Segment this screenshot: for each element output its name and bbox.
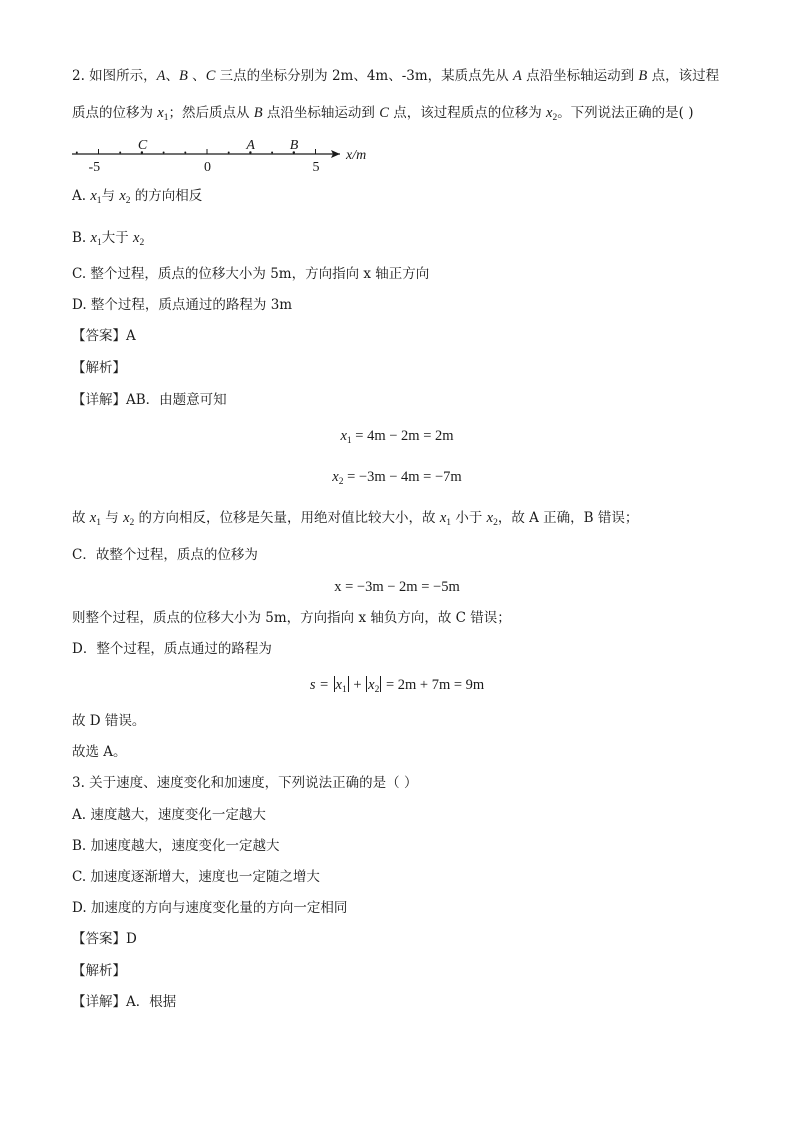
- q3-option-a: A. 速度越大，速度变化一定越大: [72, 807, 266, 823]
- q2-c-conclusion: 则整个过程，质点的位移大小为 5m，方向指向 x 轴负方向，故 C 错误；: [72, 610, 511, 626]
- q3-option-d: D. 加速度的方向与速度变化量的方向一定相同: [72, 900, 348, 916]
- q3-option-b: B. 加速度越大，速度变化一定越大: [72, 838, 280, 854]
- axis-point-label: A: [246, 138, 255, 153]
- q2-stem-line-1: 2. 如图所示，A、B 、C 三点的坐标分别为 2m、4m、-3m，某质点先从 A 点沿坐标轴运动到 B 点，该过程: [72, 68, 720, 84]
- q2-stem-line-2: 质点的位移为 $x_1$；然后质点从 B 点沿坐标轴运动到 C 点，该过程质点的位移为 $x_2$。下列说法正确的是( ): [72, 105, 694, 123]
- q2-detail: 【详解】AB．由题意可知: [72, 392, 227, 408]
- q2-equation-2: $x_2 = -3m - 4m = -7m$: [332, 469, 462, 487]
- axis-unit-label: x/m: [346, 148, 367, 163]
- q2-c-analysis: C．故整个过程，质点的位移为: [72, 547, 258, 563]
- axis-tick-label: -5: [88, 160, 101, 175]
- q2-d-conclusion: 故 D 错误。: [72, 713, 146, 729]
- q3-stem: 3. 关于速度、速度变化和加速度，下列说法正确的是（ ）: [72, 775, 418, 791]
- q2-equation-4: $s = x_1 + x_2 = 2m + 7m = 9m$: [309, 677, 485, 695]
- axis-minor-tick: [271, 152, 273, 154]
- q3-analysis-label: 【解析】: [72, 963, 126, 979]
- q3-answer: 【答案】D: [72, 931, 137, 947]
- axis-minor-tick: [119, 152, 121, 154]
- q2-final-choice: 故选 A。: [72, 744, 127, 760]
- q2-conclusion-ab: 故 $x_1$ 与 $x_2$ 的方向相反，位移是矢量，用绝对值比较大小，故 $x_1$ 小于 $x_2$，故 A 正确，B 错误；: [72, 510, 639, 528]
- q2-equation-3: x = −3m − 2m = −5m: [334, 579, 460, 595]
- axis-point-label: B: [289, 138, 299, 153]
- axis-point-label: C: [137, 138, 148, 153]
- axis-minor-tick: [184, 152, 186, 154]
- q2-option-b: B. $x_1$大于 $x_2$: [72, 230, 145, 248]
- q2-equation-1: $x_1 = 4m - 2m = 2m$: [340, 428, 454, 446]
- axis-minor-tick: [163, 152, 165, 154]
- axis-minor-tick: [228, 152, 230, 154]
- axis-minor-tick: [76, 152, 78, 154]
- q2-answer: 【答案】A: [72, 328, 136, 344]
- q2-analysis-label: 【解析】: [72, 360, 126, 376]
- number-axis-figure: [0, 130, 794, 180]
- q2-option-d: D. 整个过程，质点通过的路程为 3m: [72, 297, 293, 313]
- q3-option-c: C. 加速度逐渐增大，速度也一定随之增大: [72, 869, 320, 885]
- q2-option-c: C. 整个过程，质点的位移大小为 5m，方向指向 x 轴正方向: [72, 266, 430, 282]
- axis-tick-label: 0: [204, 160, 211, 175]
- q3-detail: 【详解】A．根据: [72, 994, 177, 1010]
- axis-tick-label: 5: [312, 160, 320, 175]
- q2-d-analysis: D．整个过程，质点通过的路程为: [72, 641, 272, 657]
- q2-option-a: A. $x_1$与 $x_2$ 的方向相反: [72, 188, 203, 206]
